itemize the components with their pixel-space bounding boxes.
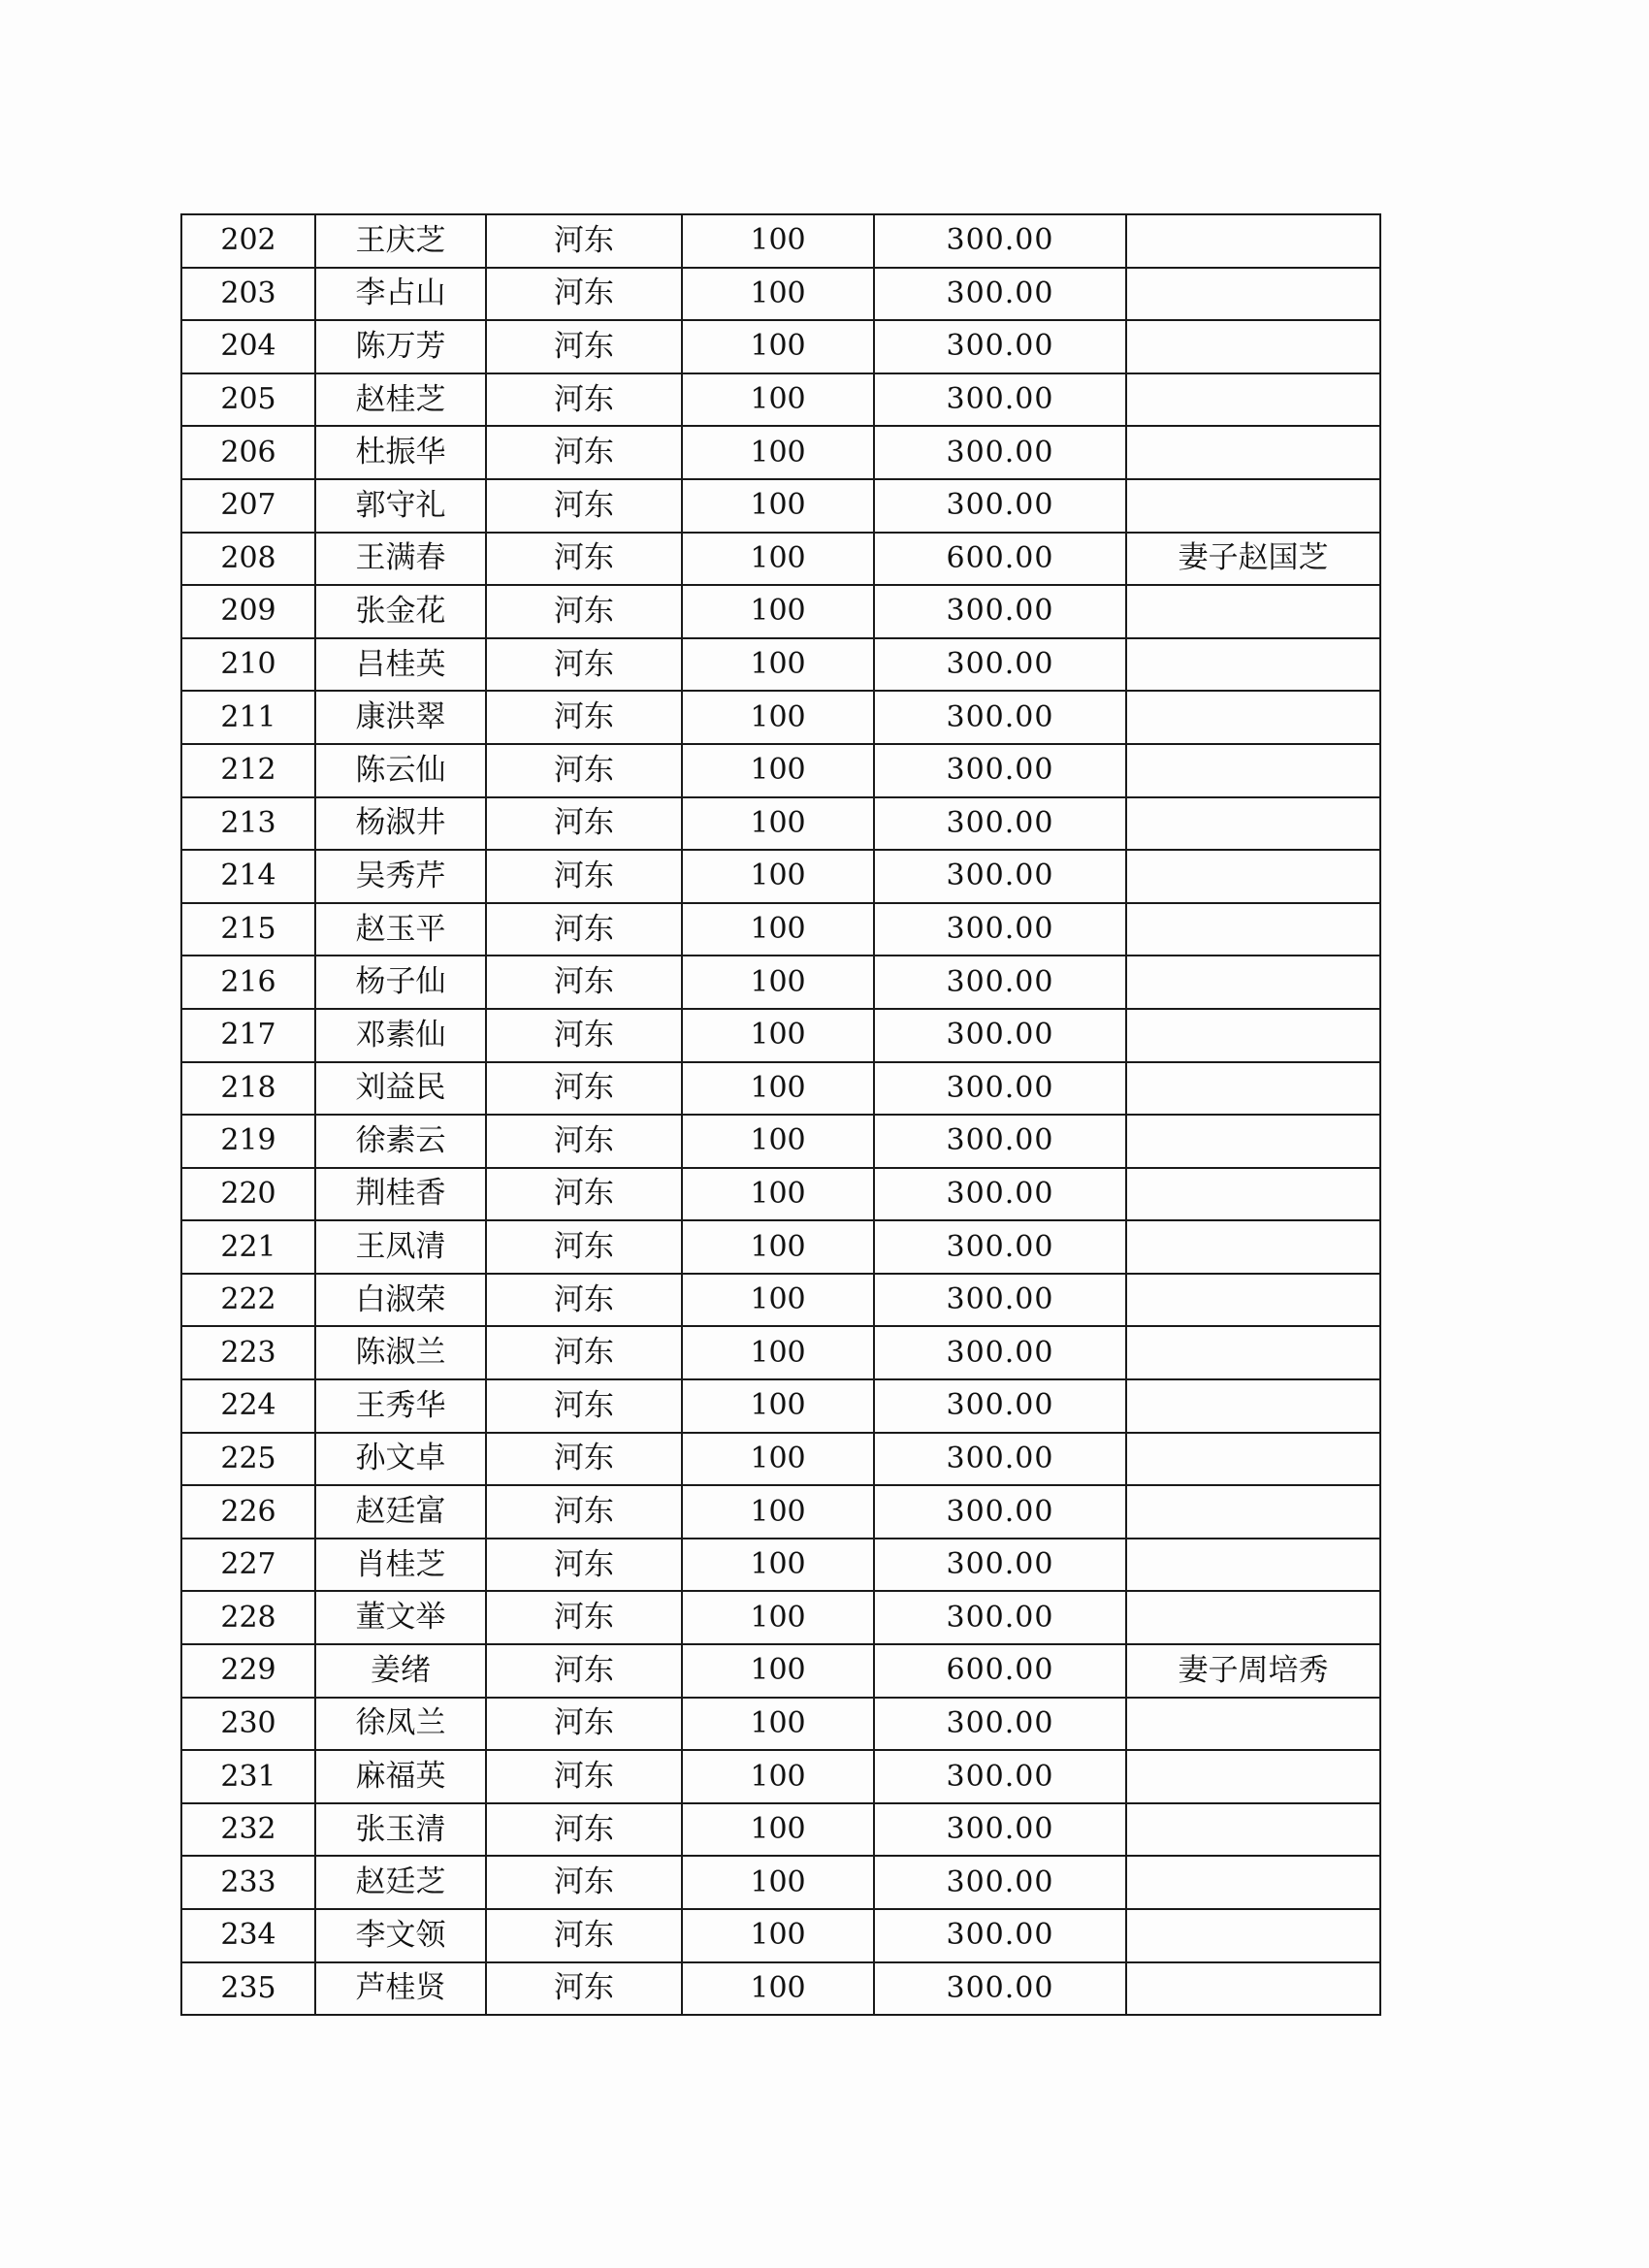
amount-cell: 600.00 xyxy=(874,1644,1126,1698)
person-name-cell: 王秀华 xyxy=(315,1379,486,1433)
amount-cell: 300.00 xyxy=(874,903,1126,956)
row-number-cell: 204 xyxy=(181,320,315,373)
remark-cell xyxy=(1126,585,1380,638)
person-name-cell: 杜振华 xyxy=(315,426,486,479)
amount-cell: 300.00 xyxy=(874,1750,1126,1803)
remark-cell: 妻子周培秀 xyxy=(1126,1644,1380,1698)
remark-cell xyxy=(1126,903,1380,956)
amount-cell: 300.00 xyxy=(874,1009,1126,1062)
row-number-cell: 205 xyxy=(181,373,315,427)
quantity-cell: 100 xyxy=(682,320,874,373)
table-row xyxy=(181,585,1380,638)
table-row xyxy=(181,1591,1380,1644)
village-cell: 河东 xyxy=(486,1698,682,1751)
remark-cell xyxy=(1126,214,1380,268)
table-row xyxy=(181,1062,1380,1116)
quantity-cell: 100 xyxy=(682,903,874,956)
person-name-cell: 姜绪 xyxy=(315,1644,486,1698)
remark-cell xyxy=(1126,1750,1380,1803)
quantity-cell: 100 xyxy=(682,1750,874,1803)
quantity-cell: 100 xyxy=(682,1644,874,1698)
remark-cell xyxy=(1126,1168,1380,1221)
quantity-cell: 100 xyxy=(682,585,874,638)
table-row xyxy=(181,903,1380,956)
remark-cell xyxy=(1126,1115,1380,1168)
person-name-cell: 郭守礼 xyxy=(315,479,486,533)
quantity-cell: 100 xyxy=(682,1062,874,1116)
village-cell: 河东 xyxy=(486,1539,682,1592)
amount-cell: 300.00 xyxy=(874,1379,1126,1433)
person-name-cell: 邓素仙 xyxy=(315,1009,486,1062)
table-row xyxy=(181,1644,1380,1698)
row-number-cell: 227 xyxy=(181,1539,315,1592)
village-cell: 河东 xyxy=(486,1644,682,1698)
row-number-cell: 229 xyxy=(181,1644,315,1698)
amount-cell: 300.00 xyxy=(874,1115,1126,1168)
village-cell: 河东 xyxy=(486,1962,682,2016)
remark-cell xyxy=(1126,956,1380,1009)
person-name-cell: 白淑荣 xyxy=(315,1274,486,1327)
amount-cell: 300.00 xyxy=(874,1698,1126,1751)
village-cell: 河东 xyxy=(486,1750,682,1803)
person-name-cell: 刘益民 xyxy=(315,1062,486,1116)
amount-cell: 300.00 xyxy=(874,373,1126,427)
quantity-cell: 100 xyxy=(682,1168,874,1221)
table-row xyxy=(181,850,1380,903)
table-row xyxy=(181,426,1380,479)
row-number-cell: 219 xyxy=(181,1115,315,1168)
village-cell: 河东 xyxy=(486,533,682,586)
amount-cell: 300.00 xyxy=(874,691,1126,744)
village-cell: 河东 xyxy=(486,691,682,744)
remark-cell xyxy=(1126,1433,1380,1486)
remark-cell: 妻子赵国芝 xyxy=(1126,533,1380,586)
person-name-cell: 陈淑兰 xyxy=(315,1326,486,1379)
quantity-cell: 100 xyxy=(682,691,874,744)
amount-cell: 300.00 xyxy=(874,585,1126,638)
quantity-cell: 100 xyxy=(682,1856,874,1909)
remark-cell xyxy=(1126,1485,1380,1539)
quantity-cell: 100 xyxy=(682,1803,874,1857)
person-name-cell: 麻福英 xyxy=(315,1750,486,1803)
remark-cell xyxy=(1126,1909,1380,1962)
table-row xyxy=(181,744,1380,797)
person-name-cell: 杨子仙 xyxy=(315,956,486,1009)
roster-table xyxy=(180,213,1381,2016)
table-row xyxy=(181,1326,1380,1379)
amount-cell: 300.00 xyxy=(874,956,1126,1009)
table-row xyxy=(181,1274,1380,1327)
row-number-cell: 233 xyxy=(181,1856,315,1909)
village-cell: 河东 xyxy=(486,1115,682,1168)
row-number-cell: 221 xyxy=(181,1220,315,1274)
remark-cell xyxy=(1126,1062,1380,1116)
quantity-cell: 100 xyxy=(682,1220,874,1274)
person-name-cell: 陈云仙 xyxy=(315,744,486,797)
row-number-cell: 203 xyxy=(181,268,315,321)
village-cell: 河东 xyxy=(486,1379,682,1433)
row-number-cell: 214 xyxy=(181,850,315,903)
village-cell: 河东 xyxy=(486,903,682,956)
person-name-cell: 王满春 xyxy=(315,533,486,586)
row-number-cell: 232 xyxy=(181,1803,315,1857)
village-cell: 河东 xyxy=(486,1326,682,1379)
row-number-cell: 231 xyxy=(181,1750,315,1803)
row-number-cell: 224 xyxy=(181,1379,315,1433)
village-cell: 河东 xyxy=(486,373,682,427)
table-row xyxy=(181,1168,1380,1221)
amount-cell: 300.00 xyxy=(874,214,1126,268)
amount-cell: 300.00 xyxy=(874,850,1126,903)
village-cell: 河东 xyxy=(486,850,682,903)
person-name-cell: 吕桂英 xyxy=(315,638,486,692)
amount-cell: 300.00 xyxy=(874,479,1126,533)
remark-cell xyxy=(1126,479,1380,533)
person-name-cell: 张金花 xyxy=(315,585,486,638)
row-number-cell: 209 xyxy=(181,585,315,638)
remark-cell xyxy=(1126,320,1380,373)
row-number-cell: 217 xyxy=(181,1009,315,1062)
village-cell: 河东 xyxy=(486,1274,682,1327)
row-number-cell: 213 xyxy=(181,797,315,851)
village-cell: 河东 xyxy=(486,479,682,533)
village-cell: 河东 xyxy=(486,1485,682,1539)
village-cell: 河东 xyxy=(486,1220,682,1274)
roster-body xyxy=(181,214,1380,2015)
remark-cell xyxy=(1126,1379,1380,1433)
person-name-cell: 徐凤兰 xyxy=(315,1698,486,1751)
amount-cell: 300.00 xyxy=(874,1168,1126,1221)
row-number-cell: 223 xyxy=(181,1326,315,1379)
amount-cell: 300.00 xyxy=(874,1856,1126,1909)
amount-cell: 300.00 xyxy=(874,744,1126,797)
amount-cell: 300.00 xyxy=(874,1909,1126,1962)
village-cell: 河东 xyxy=(486,268,682,321)
table-row xyxy=(181,320,1380,373)
remark-cell xyxy=(1126,691,1380,744)
quantity-cell: 100 xyxy=(682,797,874,851)
quantity-cell: 100 xyxy=(682,214,874,268)
row-number-cell: 230 xyxy=(181,1698,315,1751)
table-row xyxy=(181,214,1380,268)
amount-cell: 300.00 xyxy=(874,1539,1126,1592)
amount-cell: 300.00 xyxy=(874,1274,1126,1327)
row-number-cell: 210 xyxy=(181,638,315,692)
table-row xyxy=(181,1539,1380,1592)
quantity-cell: 100 xyxy=(682,1326,874,1379)
remark-cell xyxy=(1126,1274,1380,1327)
row-number-cell: 235 xyxy=(181,1962,315,2016)
village-cell: 河东 xyxy=(486,1009,682,1062)
amount-cell: 300.00 xyxy=(874,1962,1126,2016)
row-number-cell: 215 xyxy=(181,903,315,956)
table-row xyxy=(181,1909,1380,1962)
remark-cell xyxy=(1126,1856,1380,1909)
row-number-cell: 226 xyxy=(181,1485,315,1539)
amount-cell: 300.00 xyxy=(874,1433,1126,1486)
table-row xyxy=(181,1009,1380,1062)
quantity-cell: 100 xyxy=(682,1485,874,1539)
person-name-cell: 康洪翠 xyxy=(315,691,486,744)
remark-cell xyxy=(1126,1009,1380,1062)
person-name-cell: 赵桂芝 xyxy=(315,373,486,427)
amount-cell: 300.00 xyxy=(874,320,1126,373)
table-row xyxy=(181,1856,1380,1909)
row-number-cell: 225 xyxy=(181,1433,315,1486)
table-row xyxy=(181,268,1380,321)
table-row xyxy=(181,691,1380,744)
table-row xyxy=(181,533,1380,586)
quantity-cell: 100 xyxy=(682,426,874,479)
amount-cell: 300.00 xyxy=(874,1326,1126,1379)
person-name-cell: 赵廷富 xyxy=(315,1485,486,1539)
quantity-cell: 100 xyxy=(682,1962,874,2016)
quantity-cell: 100 xyxy=(682,1433,874,1486)
quantity-cell: 100 xyxy=(682,956,874,1009)
row-number-cell: 211 xyxy=(181,691,315,744)
remark-cell xyxy=(1126,1220,1380,1274)
table-row xyxy=(181,638,1380,692)
remark-cell xyxy=(1126,1326,1380,1379)
person-name-cell: 李占山 xyxy=(315,268,486,321)
table-row xyxy=(181,479,1380,533)
row-number-cell: 222 xyxy=(181,1274,315,1327)
table-row xyxy=(181,1379,1380,1433)
quantity-cell: 100 xyxy=(682,533,874,586)
person-name-cell: 杨淑井 xyxy=(315,797,486,851)
quantity-cell: 100 xyxy=(682,744,874,797)
table-row xyxy=(181,1433,1380,1486)
row-number-cell: 208 xyxy=(181,533,315,586)
row-number-cell: 202 xyxy=(181,214,315,268)
remark-cell xyxy=(1126,1539,1380,1592)
amount-cell: 300.00 xyxy=(874,1485,1126,1539)
quantity-cell: 100 xyxy=(682,850,874,903)
village-cell: 河东 xyxy=(486,585,682,638)
quantity-cell: 100 xyxy=(682,1379,874,1433)
row-number-cell: 228 xyxy=(181,1591,315,1644)
quantity-cell: 100 xyxy=(682,1009,874,1062)
amount-cell: 300.00 xyxy=(874,797,1126,851)
remark-cell xyxy=(1126,850,1380,903)
village-cell: 河东 xyxy=(486,1909,682,1962)
remark-cell xyxy=(1126,1803,1380,1857)
person-name-cell: 徐素云 xyxy=(315,1115,486,1168)
remark-cell xyxy=(1126,268,1380,321)
village-cell: 河东 xyxy=(486,638,682,692)
amount-cell: 300.00 xyxy=(874,1591,1126,1644)
person-name-cell: 吴秀芹 xyxy=(315,850,486,903)
person-name-cell: 赵玉平 xyxy=(315,903,486,956)
amount-cell: 300.00 xyxy=(874,426,1126,479)
village-cell: 河东 xyxy=(486,1803,682,1857)
village-cell: 河东 xyxy=(486,1168,682,1221)
person-name-cell: 荆桂香 xyxy=(315,1168,486,1221)
quantity-cell: 100 xyxy=(682,1698,874,1751)
remark-cell xyxy=(1126,426,1380,479)
person-name-cell: 孙文卓 xyxy=(315,1433,486,1486)
amount-cell: 300.00 xyxy=(874,638,1126,692)
remark-cell xyxy=(1126,1962,1380,2016)
table-row xyxy=(181,373,1380,427)
village-cell: 河东 xyxy=(486,1856,682,1909)
row-number-cell: 234 xyxy=(181,1909,315,1962)
table-row xyxy=(181,956,1380,1009)
village-cell: 河东 xyxy=(486,1591,682,1644)
remark-cell xyxy=(1126,744,1380,797)
quantity-cell: 100 xyxy=(682,638,874,692)
quantity-cell: 100 xyxy=(682,1909,874,1962)
table-row xyxy=(181,1962,1380,2016)
remark-cell xyxy=(1126,373,1380,427)
quantity-cell: 100 xyxy=(682,1539,874,1592)
remark-cell xyxy=(1126,1591,1380,1644)
village-cell: 河东 xyxy=(486,426,682,479)
remark-cell xyxy=(1126,797,1380,851)
village-cell: 河东 xyxy=(486,1433,682,1486)
table-row xyxy=(181,1750,1380,1803)
table-row xyxy=(181,1485,1380,1539)
quantity-cell: 100 xyxy=(682,1274,874,1327)
quantity-cell: 100 xyxy=(682,1115,874,1168)
person-name-cell: 肖桂芝 xyxy=(315,1539,486,1592)
row-number-cell: 218 xyxy=(181,1062,315,1116)
remark-cell xyxy=(1126,638,1380,692)
table-row xyxy=(181,1698,1380,1751)
person-name-cell: 芦桂贤 xyxy=(315,1962,486,2016)
person-name-cell: 赵廷芝 xyxy=(315,1856,486,1909)
village-cell: 河东 xyxy=(486,956,682,1009)
quantity-cell: 100 xyxy=(682,1591,874,1644)
table-row xyxy=(181,797,1380,851)
village-cell: 河东 xyxy=(486,1062,682,1116)
table-row xyxy=(181,1220,1380,1274)
village-cell: 河东 xyxy=(486,797,682,851)
person-name-cell: 张玉清 xyxy=(315,1803,486,1857)
row-number-cell: 216 xyxy=(181,956,315,1009)
person-name-cell: 王庆芝 xyxy=(315,214,486,268)
village-cell: 河东 xyxy=(486,214,682,268)
quantity-cell: 100 xyxy=(682,479,874,533)
quantity-cell: 100 xyxy=(682,373,874,427)
row-number-cell: 212 xyxy=(181,744,315,797)
village-cell: 河东 xyxy=(486,744,682,797)
row-number-cell: 220 xyxy=(181,1168,315,1221)
row-number-cell: 206 xyxy=(181,426,315,479)
remark-cell xyxy=(1126,1698,1380,1751)
table-row xyxy=(181,1115,1380,1168)
amount-cell: 300.00 xyxy=(874,1803,1126,1857)
table-row xyxy=(181,1803,1380,1857)
quantity-cell: 100 xyxy=(682,268,874,321)
village-cell: 河东 xyxy=(486,320,682,373)
person-name-cell: 李文领 xyxy=(315,1909,486,1962)
person-name-cell: 王凤清 xyxy=(315,1220,486,1274)
person-name-cell: 陈万芳 xyxy=(315,320,486,373)
amount-cell: 300.00 xyxy=(874,1220,1126,1274)
row-number-cell: 207 xyxy=(181,479,315,533)
amount-cell: 300.00 xyxy=(874,268,1126,321)
amount-cell: 300.00 xyxy=(874,1062,1126,1116)
amount-cell: 600.00 xyxy=(874,533,1126,586)
person-name-cell: 董文举 xyxy=(315,1591,486,1644)
